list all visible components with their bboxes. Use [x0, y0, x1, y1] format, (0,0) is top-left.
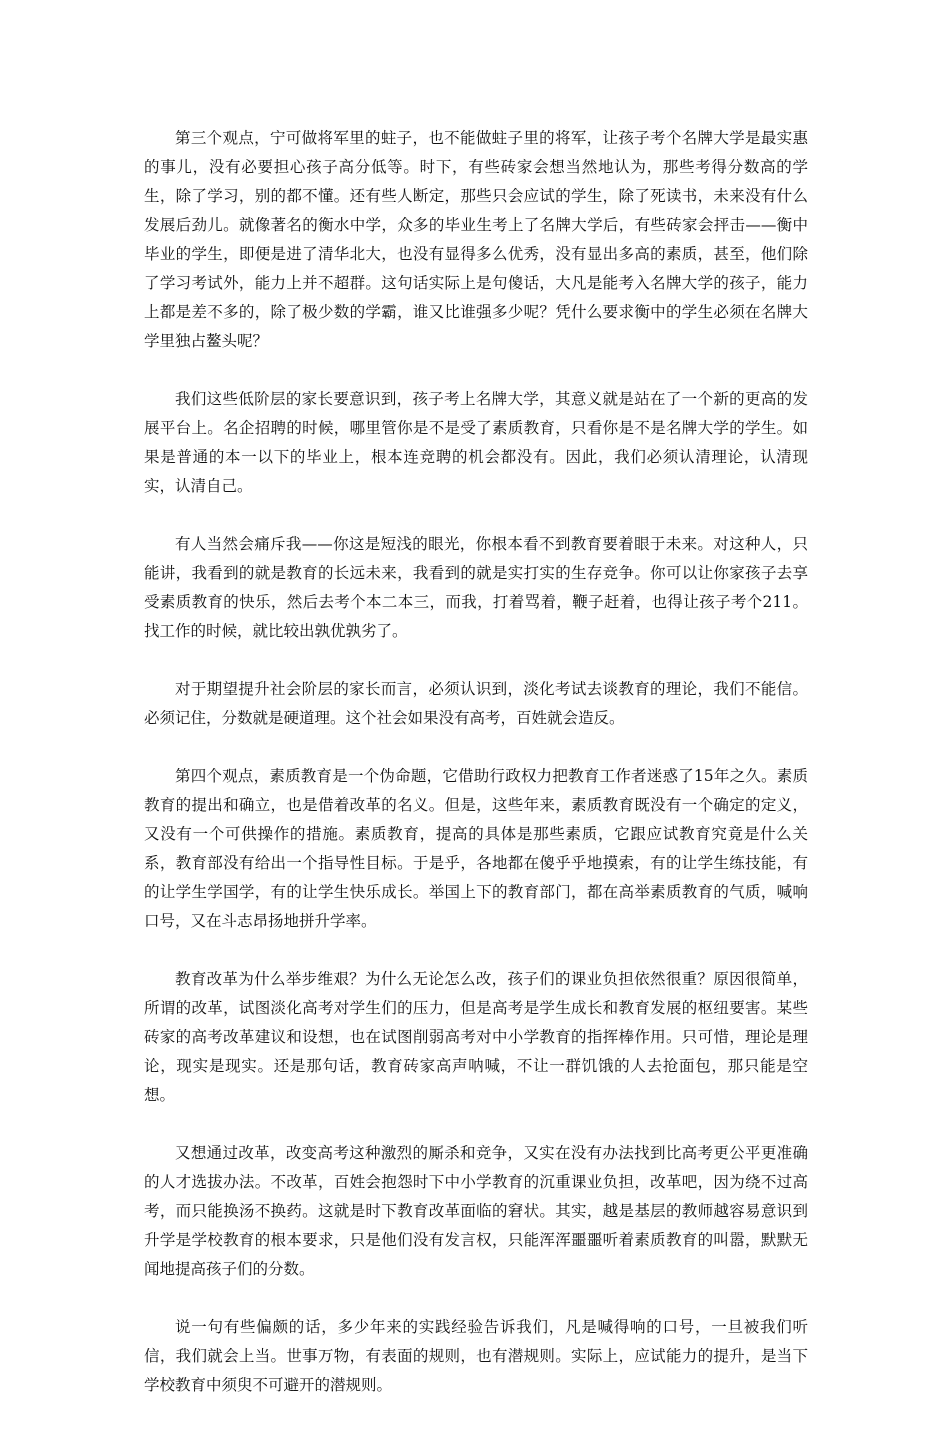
paragraph: 说一句有些偏颇的话，多少年来的实践经验告诉我们，凡是喊得响的口号，一旦被我们听信，我们就会上当。世事万物，有表面的规则，也有潜规则。实际上，应试能力的提升，是当下学校教育中须臾不可避开的潜规则。 [144, 1318, 808, 1394]
paragraph: 对于期望提升社会阶层的家长而言，必须认识到，淡化考试去谈教育的理论，我们不能信。必须记住，分数就是硬道理。这个社会如果没有高考，百姓就会造反。 [144, 680, 808, 727]
paragraph: 有人当然会痛斥我——你这是短浅的眼光，你根本看不到教育要着眼于未来。对这种人，只能讲，我看到的就是教育的长远未来，我看到的就是实打实的生存竞争。你可以让你家孩子去享受素质教育的快乐，然后去考个本二本三，而我，打着骂着，鞭子赶着，也得让孩子考个211。找工作的时候，就比较出孰优孰劣了。 [144, 535, 808, 640]
paragraph: 又想通过改革，改变高考这种激烈的厮杀和竞争，又实在没有办法找到比高考更公平更准确的人才选拔办法。不改革，百姓会抱怨时下中小学教育的沉重课业负担，改革吧，因为绕不过高考，而只能换汤不换药。这就是时下教育改革面临的窘状。其实，越是基层的教师越容易意识到升学是学校教育的根本要求，只是他们没有发言权，只能浑浑噩噩听着素质教育的叫嚣，默默无闻地提高孩子们的分数。 [144, 1144, 808, 1278]
paragraph: 教育改革为什么举步维艰？为什么无论怎么改，孩子们的课业负担依然很重？原因很简单，所谓的改革，试图淡化高考对学生们的压力，但是高考是学生成长和教育发展的枢纽要害。某些砖家的高考改革建议和设想，也在试图削弱高考对中小学教育的指挥棒作用。只可惜，理论是理论，现实是现实。还是那句话，教育砖家高声呐喊，不让一群饥饿的人去抢面包，那只能是空想。 [144, 970, 808, 1104]
document-body [144, 124, 808, 1429]
paragraph: 第四个观点，素质教育是一个伪命题，它借助行政权力把教育工作者迷惑了15年之久。素质教育的提出和确立，也是借着改革的名义。但是，这些年来，素质教育既没有一个确定的定义，又没有一个可供操作的措施。素质教育，提高的具体是那些素质，它跟应试教育究竟是什么关系，教育部没有给出一个指导性目标。于是乎，各地都在傻乎乎地摸索，有的让学生练技能，有的让学生学国学，有的让学生快乐成长。举国上下的教育部门，都在高举素质教育的气质，喊响口号，又在斗志昂扬地拼升学率。 [144, 767, 808, 930]
paragraph: 我们这些低阶层的家长要意识到，孩子考上名牌大学，其意义就是站在了一个新的更高的发展平台上。名企招聘的时候，哪里管你是不是受了素质教育，只看你是不是名牌大学的学生。如果是普通的本一以下的毕业上，根本连竞聘的机会都没有。因此，我们必须认清理论，认清现实，认清自己。 [144, 390, 808, 495]
paragraph: 第三个观点，宁可做将军里的蛀子，也不能做蛀子里的将军，让孩子考个名牌大学是最实惠的事儿，没有必要担心孩子高分低等。时下，有些砖家会想当然地认为，那些考得分数高的学生，除了学习，别的都不懂。还有些人断定，那些只会应试的学生，除了死读书，未来没有什么发展后劲儿。就像著名的衡水中学，众多的毕业生考上了名牌大学后，有些砖家会抨击——衡中毕业的学生，即便是进了清华北大，也没有显得多么优秀，没有显出多高的素质，甚至，他们除了学习考试外，能力上并不超群。这句话实际上是句傻话，大凡是能考入名牌大学的孩子，能力上都是差不多的，除了极少数的学霸，谁又比谁强多少呢？凭什么要求衡中的学生必须在名牌大学里独占鳌头呢？ [144, 129, 808, 350]
